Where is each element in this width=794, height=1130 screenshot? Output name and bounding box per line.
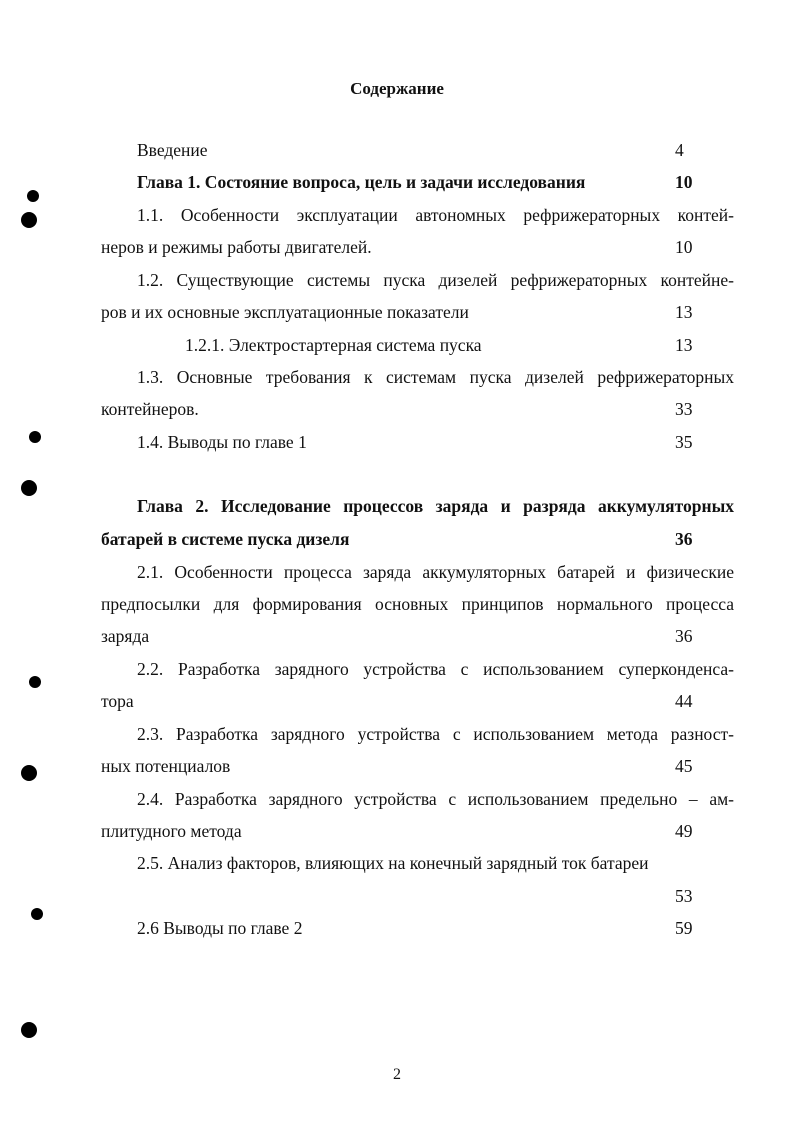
toc-entry-line1: 1.2. Существующие системы пуска дизелей рефрижераторных контейне-: [137, 270, 734, 290]
toc-entry-line2: плитудного метода: [101, 821, 242, 841]
toc-entry-line1: 2.4. Разработка зарядного устройства с использованием предельно – ам-: [137, 789, 734, 809]
toc-entry-page: 35: [675, 432, 693, 452]
toc-entry-page: 45: [675, 756, 693, 776]
toc-entry-page: 36: [675, 529, 693, 549]
toc-entry-page: 4: [675, 140, 684, 160]
toc-entry-line2: тора: [101, 691, 134, 711]
toc-entry-line1: 2.3. Разработка зарядного устройства с использованием метода разност-: [137, 724, 734, 744]
toc-entry-line2: предпосылки для формирования основных принципов нормального процесса: [101, 594, 734, 614]
toc-entry-page: 33: [675, 399, 693, 419]
toc-entry-line1: 2.2. Разработка зарядного устройства с использованием суперконденса-: [137, 659, 734, 679]
toc-entry-page: 36: [675, 626, 693, 646]
toc-entry-page: 13: [675, 335, 693, 355]
toc-entry-label: 1.4. Выводы по главе 1: [137, 432, 307, 452]
toc-entry-label: Введение: [137, 140, 208, 160]
toc-chapter-line2: батарей в системе пуска дизеля: [101, 529, 350, 549]
toc-entry-line2: ров и их основные эксплуатационные показатели: [101, 302, 469, 322]
toc-entry-page: 44: [675, 691, 693, 711]
toc-entry-page: 49: [675, 821, 693, 841]
toc-entry-page: 59: [675, 918, 693, 938]
toc-entry-page: 10: [675, 172, 693, 192]
toc-entry-line2: неров и режимы работы двигателей.: [101, 237, 372, 257]
toc-chapter-label: Глава 1. Состояние вопроса, цель и задачи исследования: [137, 172, 586, 192]
toc-entry-line3: заряда: [101, 626, 150, 646]
toc-subentry-label: 1.2.1. Электростартерная система пуска: [185, 335, 482, 355]
toc-entry-page: 53: [675, 886, 693, 906]
page-number: 2: [393, 1066, 401, 1083]
toc-entry-line2: контейнеров.: [101, 399, 199, 419]
page-title: Содержание: [350, 79, 444, 98]
toc-entry-line2: ных потенциалов: [101, 756, 231, 776]
toc-entry-label: 2.6 Выводы по главе 2: [137, 918, 303, 938]
toc-entry-line1: 2.5. Анализ факторов, влияющих на конечный зарядный ток батареи: [137, 853, 649, 873]
toc-entry-line1: 1.1. Особенности эксплуатации автономных рефрижераторных контей-: [137, 205, 734, 225]
toc-entry-line1: 1.3. Основные требования к системам пуска дизелей рефрижераторных: [137, 367, 734, 387]
toc-chapter-line1: Глава 2. Исследование процессов заряда и разряда аккумуляторных: [137, 496, 734, 516]
toc-entry-page: 13: [675, 302, 693, 322]
toc-entry-page: 10: [675, 237, 693, 257]
toc-entry-line1: 2.1. Особенности процесса заряда аккумуляторных батарей и физические: [137, 562, 734, 582]
